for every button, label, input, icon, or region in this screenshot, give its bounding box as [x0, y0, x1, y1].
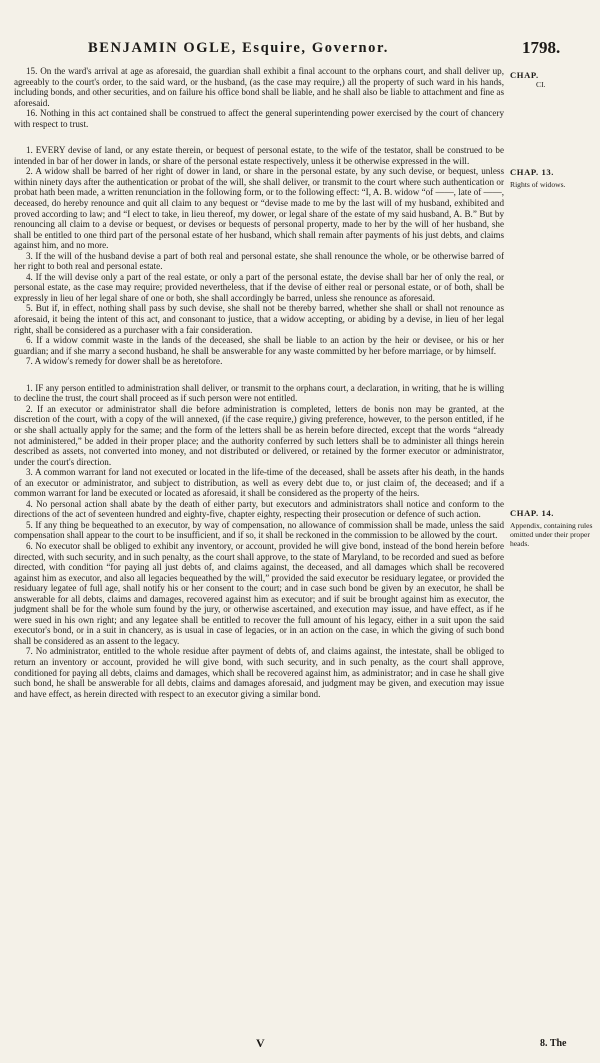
chapter-label: CHAP. 13.: [510, 167, 554, 177]
section-chap-13: [14, 145, 504, 366]
paragraph: 2. A widow shall be barred of her right of dower in land, or share in the personal estate, by any such devise, or bequest, unless within ninety days after the authentication or probat of the will, she shall deliver, or transmit to the court where such authentication or probat hath been made, a written renunciation in the following form, or to the following effect: “I, A. B. widow “of ——, late of ——, deceased, do hereby renounce and quit all claim to any bequest or “devise made to me by the last will of my husband, exhibited and proved according to law; and “I elect to take, in lieu thereof, my dower, or legal share of the estate of my said husband, A. B.” But by renouncing all claim to a devise or bequest, or devises or bequests of personal property, made to her by the will of her husband, she shall be entitled to one third part of the personal estate of her husband, which shall remain after payments of his just debts, and claims against him, and no more.: [14, 166, 504, 251]
paragraph: 5. But if, in effect, nothing shall pass by such devise, she shall not be thereby barred, whether she shall or shall not renounce as aforesaid, it being the intent of this act, and consonant to justice, that a widow accepting, or abiding by a devise, in lieu of her legal right, shall be considered as a purchaser with a fair consideration.: [14, 303, 504, 335]
paragraph: 4. If the will devise only a part of the real estate, or only a part of the personal estate, the devise shall bar her of only the real, or personal estate, as the case may require; provided nevertheless, that if the devise of either real or personal estate, or of both, shall be expressly in lieu of her legal share of one or both, she shall accordingly be barred, unless she renounce as aforesaid.: [14, 271, 504, 303]
page-year: 1798.: [522, 38, 561, 57]
running-header: [0, 40, 600, 64]
main-text: [14, 66, 504, 699]
paragraph: 3. A common warrant for land not executed or located in the life-time of the deceased, shall be assets after his death, in the hands of an executor or administrator, and subject to distribution, as well as every debt due to, or just claim of, the deceased; and if a common warrant for land be executed or located as aforesaid, it shall be considered as the property of the heirs.: [14, 467, 504, 499]
paragraph: 4. No personal action shall abate by the death of either party, but executors and administrators shall notice and conform to the directions of the act of seventeen hundred and eighty-five, chapter eighty, respecting their prosecution or defence of such action.: [14, 498, 504, 520]
signature-mark: V: [256, 1036, 265, 1050]
page-title: BENJAMIN OGLE, Esquire, Governor.: [88, 40, 389, 56]
margin-note-chap-14: [510, 509, 596, 548]
margin-note-chap-13: [510, 168, 596, 189]
chapter-label: CHAP.: [510, 70, 539, 80]
page-footer: [0, 1036, 600, 1054]
paragraph: 15. On the ward's arrival at age as aforesaid, the guardian shall exhibit a final account to the orphans court, and shall deliver up, agreeably to the court's order, to the said ward, or the husband, (as the case may require,) all the property of such ward in his hands, including bonds, and other securities, and on failure his office bond shall be liable, and he shall also be liable to attachment and fine as aforesaid.: [14, 66, 504, 108]
paragraph: 5. If any thing be bequeathed to an executor, by way of compensation, no allowance of commission shall be made, unless the said compensation shall appear to the court to be insufficient, and if so, it shall be reckoned in the commission to be allowed by the court.: [14, 519, 504, 541]
paragraph: 1. IF any person entitled to administration shall deliver, or transmit to the orphans court, a declaration, in writing, that he is willing to decline the trust, the court shall proceed as if such person were not entitled.: [14, 382, 504, 404]
section-chap-14: [14, 383, 504, 699]
paragraph: 7. No administrator, entitled to the whole residue after payment of debts of, and claims against, the intestate, shall be obliged to return an inventory or account, provided he will give bond, with such security, and in such penalty, as the court shall approve, conditioned for paying all debts, claims and damages, which shall be recovered against him, as administrator; and in case he shall give such bond, he shall be answerable for all debts, claims and damages aforesaid, and judgment may be given, and execution may issue and have effect, as herein directed with respect to an executor giving a similar bond.: [14, 646, 504, 699]
chapter-label: CHAP. 14.: [510, 508, 554, 518]
paragraph: 16. Nothing in this act contained shall be construed to affect the general superintending power exercised by the court of chancery with respect to trust.: [14, 108, 504, 129]
margin-note-text: Rights of widows.: [510, 180, 566, 189]
margin-note-text: Appendix, containing rules omitted under their proper heads.: [510, 521, 593, 548]
catchword: 8. The: [540, 1038, 567, 1049]
chapter-number: CI.: [536, 80, 546, 89]
paragraph: 3. If the will of the husband devise a part of both real and personal estate, she shall renounce the whole, or be otherwise barred of her right to both real and personal estate.: [14, 250, 504, 272]
paragraph: 2. If an executor or administrator shall die before administration is completed, letters de bonis non may be granted, at the discretion of the court, with a copy of the will annexed, (if the case require,) giving preference, however, to the person entitled, if he or she shall actually apply for the same; and the form of the letters shall be as herein before directed, except that the words “already not administered,” be added in their proper place; and the authority conferred by such letters shall be to administer all things herein described as assets, not converted into money, and not distributed or delivered, or retained by the former executor or administrator, under the court's direction.: [14, 403, 504, 467]
margin-note-chap-ci: [510, 71, 596, 89]
paragraph: 1. EVERY devise of land, or any estate therein, or bequest of personal estate, to the wife of the testator, shall be construed to be intended in bar of her dower in lands, or share of the personal estate respectively, unless it be otherwise expressed in the will.: [14, 145, 504, 166]
paragraph: 6. No executor shall be obliged to exhibit any inventory, or account, provided he will give bond, instead of the bond herein before directed, with such security, and in such penalty, as the court shall approve, to the state of Maryland, to be recorded and sued as before directed, with condition “for paying all just debts of, and claims against, the deceased, and all damages which shall be recovered against him as executor, and also all legacies bequeathed by the will,” provided the said executor be residuary legatee, or provided the residuary legatee of full age, shall notify his or her consent to the court; and in case such bond be given by an executor, he shall be answerable for all debts, claims and damages, recovered against him as executor; and if suit be brought against him as executor, the judgment shall be for the whole sum found by the jury, or otherwise ascertained, and execution may issue, and have effect, as if he were sued in his own right; and any legatee shall be entitled to recover the full amount of his legacy, either in a suit upon the said executor's bond, or in a suit in chancery, as is usual in case of legacies, or in an action on the case, in which the giving of such bond shall be considered as an assent to the legacy.: [14, 540, 504, 646]
paragraph: 6. If a widow commit waste in the lands of the deceased, she shall be liable to an action by the heir or devisee, or his or her guardian; and if she marry a second husband, he shall be answerable for any waste committed by her before marriage, or by himself.: [14, 335, 504, 356]
section-chap-ci: [14, 66, 504, 129]
paragraph: 7. A widow's remedy for dower shall be as heretofore.: [26, 356, 223, 367]
